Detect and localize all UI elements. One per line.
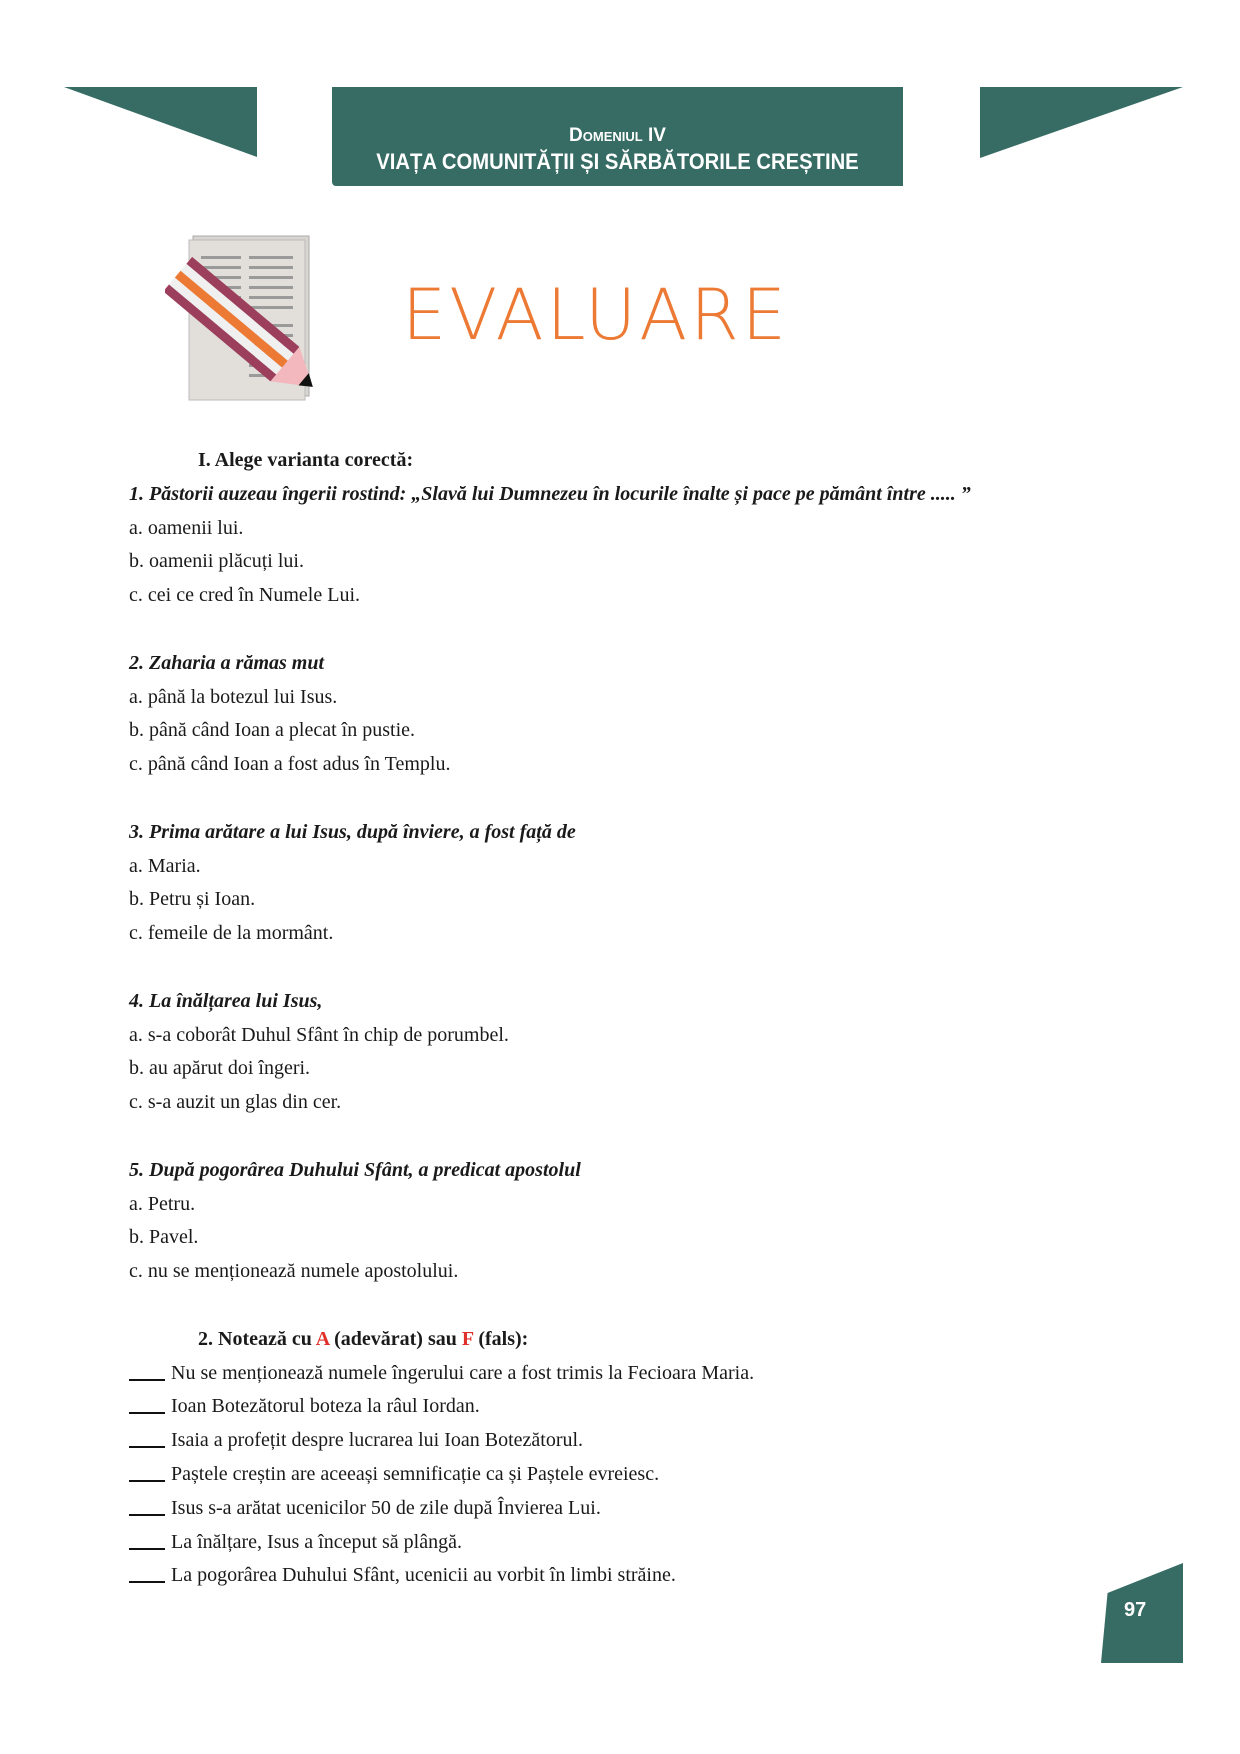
option: a. s-a coborât Duhul Sfânt în chip de porumbel. — [129, 1023, 509, 1046]
question-5 — [129, 1154, 1179, 1289]
statement-row: La pogorârea Duhului Sfânt, ucenicii au vorbit în limbi străine. — [129, 1559, 1179, 1593]
statement-row: La înălțare, Isus a început să plângă. — [129, 1526, 1179, 1560]
section2-heading: 2. Notează cu A (adevărat) sau F (fals): — [198, 1327, 529, 1350]
statement-row: Isaia a profețit despre lucrarea lui Ioan Botezătorul. — [129, 1424, 1179, 1458]
question-3 — [129, 816, 1179, 951]
question-text: 3. Prima arătare a lui Isus, după înviere, a fost față de — [129, 820, 576, 843]
header-left-ribbon — [64, 87, 257, 157]
exercise-content — [129, 444, 1179, 1593]
pencil-paper-icon — [165, 228, 350, 406]
statement-row: Ioan Botezătorul boteza la râul Iordan. — [129, 1390, 1179, 1424]
evaluation-title: EVALUARE — [402, 274, 790, 356]
option: b. Petru și Ioan. — [129, 888, 256, 911]
option: a. oamenii lui. — [129, 516, 244, 539]
question-2 — [129, 647, 1179, 782]
answer-blank[interactable] — [129, 1426, 165, 1448]
option: b. Pavel. — [129, 1226, 199, 1249]
answer-blank[interactable] — [129, 1561, 165, 1583]
question-text: 1. Păstorii auzeau îngerii rostind: „Slavă lui Dumnezeu în locurile înalte și pace pe pământ între ..... ” — [129, 482, 971, 505]
question-text: 5. După pogorârea Duhului Sfânt, a predicat apostolul — [129, 1158, 581, 1181]
question-1 — [129, 478, 1179, 613]
answer-blank[interactable] — [129, 1494, 165, 1516]
option: c. până când Ioan a fost adus în Templu. — [129, 753, 451, 776]
answer-blank[interactable] — [129, 1359, 165, 1381]
domain-label: Domeniul IV — [569, 125, 666, 146]
option: b. au apărut doi îngeri. — [129, 1057, 311, 1080]
section1-heading: I. Alege varianta corectă: — [198, 449, 414, 471]
chapter-header — [332, 87, 903, 186]
question-text: 4. La înălțarea lui Isus, — [129, 989, 323, 1012]
question-4 — [129, 985, 1179, 1120]
option: c. femeile de la mormânt. — [129, 922, 334, 945]
option: a. Petru. — [129, 1192, 196, 1215]
option: a. Maria. — [129, 854, 201, 877]
true-letter: A — [315, 1327, 330, 1350]
option: a. până la botezul lui Isus. — [129, 685, 338, 708]
option: c. s-a auzit un glas din cer. — [129, 1091, 342, 1114]
domain-title: VIAȚA COMUNITĂȚII ȘI SĂRBĂTORILE CREȘTINE — [376, 149, 859, 174]
statement-row: Nu se menționează numele îngerului care a fost trimis la Fecioara Maria. — [129, 1357, 1179, 1391]
statement-row: Isus s-a arătat ucenicilor 50 de zile după Învierea Lui. — [129, 1492, 1179, 1526]
false-letter: F — [461, 1327, 474, 1350]
option: b. până când Ioan a plecat în pustie. — [129, 719, 415, 742]
answer-blank[interactable] — [129, 1392, 165, 1414]
option: c. nu se menționează numele apostolului. — [129, 1260, 459, 1283]
page-number: 97 — [1124, 1599, 1147, 1621]
header-right-ribbon — [980, 87, 1183, 158]
statement-row: Paștele creștin are aceeași semnificație ca și Paștele evreiesc. — [129, 1458, 1179, 1492]
option: c. cei ce cred în Numele Lui. — [129, 584, 360, 607]
answer-blank[interactable] — [129, 1528, 165, 1550]
question-text: 2. Zaharia a rămas mut — [129, 651, 325, 674]
answer-blank[interactable] — [129, 1460, 165, 1482]
option: b. oamenii plăcuți lui. — [129, 550, 304, 573]
